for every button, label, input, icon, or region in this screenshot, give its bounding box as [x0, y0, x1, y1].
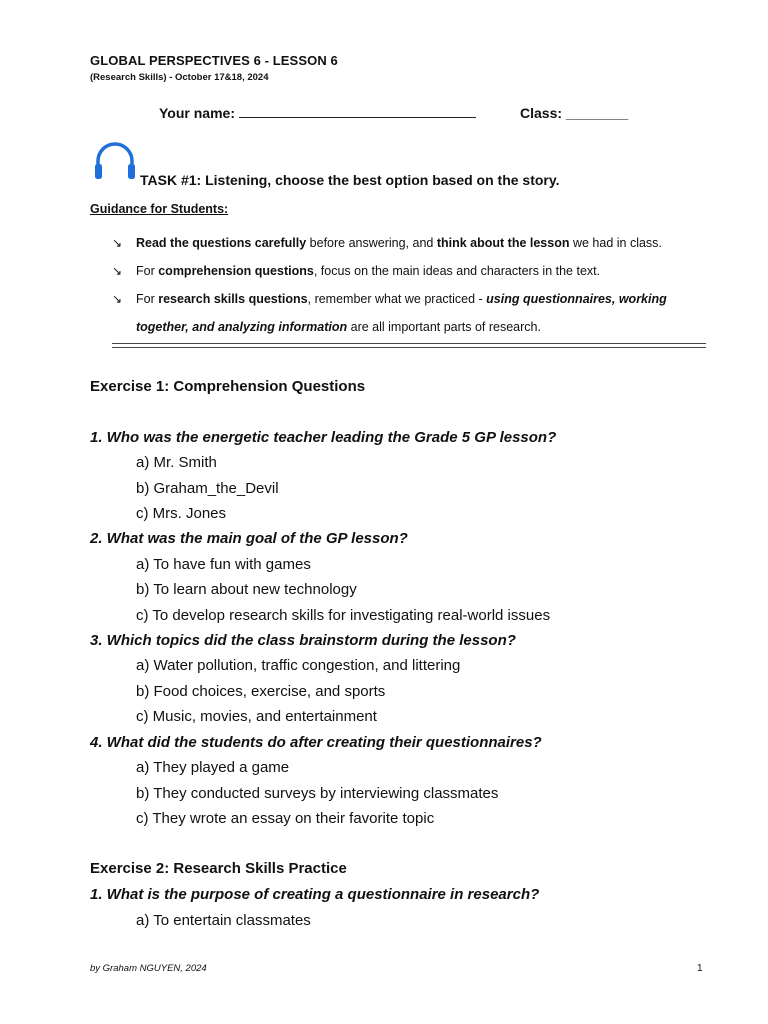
- emphasis-italic-text: together, and analyzing information: [136, 320, 348, 334]
- option-b: b) Food choices, exercise, and sports: [136, 683, 386, 700]
- body-text: before answering, and: [306, 236, 437, 250]
- name-field: [159, 105, 476, 121]
- name-blank-line: [239, 105, 476, 118]
- page-title: GLOBAL PERSPECTIVES 6 - LESSON 6: [90, 53, 338, 68]
- headphones-icon: [93, 141, 137, 183]
- guidance-list: [112, 229, 712, 341]
- class-label: Class:: [520, 105, 563, 121]
- page-number: 1: [697, 963, 703, 974]
- body-text: For: [136, 264, 159, 278]
- option-c: c) Mrs. Jones: [136, 505, 227, 522]
- option-a: a) To entertain classmates: [136, 912, 311, 929]
- question: 2. What was the main goal of the GP lesson?: [90, 530, 408, 547]
- footer-author: by Graham NGUYEN, 2024: [90, 963, 207, 974]
- option-c: c) They wrote an essay on their favorite topic: [136, 810, 435, 827]
- body-text: , focus on the main ideas and characters in the text.: [313, 264, 601, 278]
- task-instruction: TASK #1: Listening, choose the best option based on the story.: [140, 172, 560, 188]
- name-label: Your name:: [159, 105, 235, 121]
- option-a: a) Water pollution, traffic congestion, and littering: [136, 657, 461, 674]
- guidance-heading: Guidance for Students:: [90, 202, 229, 216]
- body-text: we had in class.: [569, 236, 662, 250]
- arrow-down-right-icon: ↘: [112, 236, 123, 250]
- question: 1. Who was the energetic teacher leading the Grade 5 GP lesson?: [90, 429, 557, 446]
- list-item: [112, 285, 712, 341]
- emphasis-italic-text: using questionnaires, working: [486, 292, 667, 306]
- option-a: a) To have fun with games: [136, 556, 311, 573]
- question: 1. What is the purpose of creating a questionnaire in research?: [90, 886, 540, 903]
- question: 3. Which topics did the class brainstorm during the lesson?: [90, 632, 516, 649]
- question: 4. What did the students do after creating their questionnaires?: [90, 734, 542, 751]
- exercise-1-title: Exercise 1: Comprehension Questions: [90, 378, 366, 395]
- list-item: [112, 257, 712, 285]
- option-b: b) Graham_the_Devil: [136, 480, 279, 497]
- emphasis-text: Read the questions carefully: [136, 236, 307, 250]
- option-a: a) Mr. Smith: [136, 454, 217, 471]
- class-blank: ________: [565, 105, 629, 121]
- body-text: , remember what we practiced -: [307, 292, 487, 306]
- body-text: For: [136, 292, 159, 306]
- emphasis-text: think about the lesson: [436, 236, 570, 250]
- class-field: [520, 105, 628, 121]
- option-a: a) They played a game: [136, 759, 290, 776]
- option-c: c) Music, movies, and entertainment: [136, 708, 377, 725]
- emphasis-text: comprehension questions: [158, 264, 314, 278]
- divider: [112, 343, 706, 348]
- exercise-2-title: Exercise 2: Research Skills Practice: [90, 860, 347, 877]
- arrow-down-right-icon: ↘: [112, 264, 123, 278]
- option-b: b) To learn about new technology: [136, 581, 357, 598]
- page-subtitle: (Research Skills) - October 17&18, 2024: [90, 72, 269, 83]
- list-item: [112, 229, 712, 257]
- option-b: b) They conducted surveys by interviewing classmates: [136, 785, 499, 802]
- option-c: c) To develop research skills for investigating real-world issues: [136, 607, 551, 624]
- arrow-down-right-icon: ↘: [112, 292, 123, 306]
- emphasis-text: research skills questions: [158, 292, 308, 306]
- body-text: are all important parts of research.: [347, 320, 541, 334]
